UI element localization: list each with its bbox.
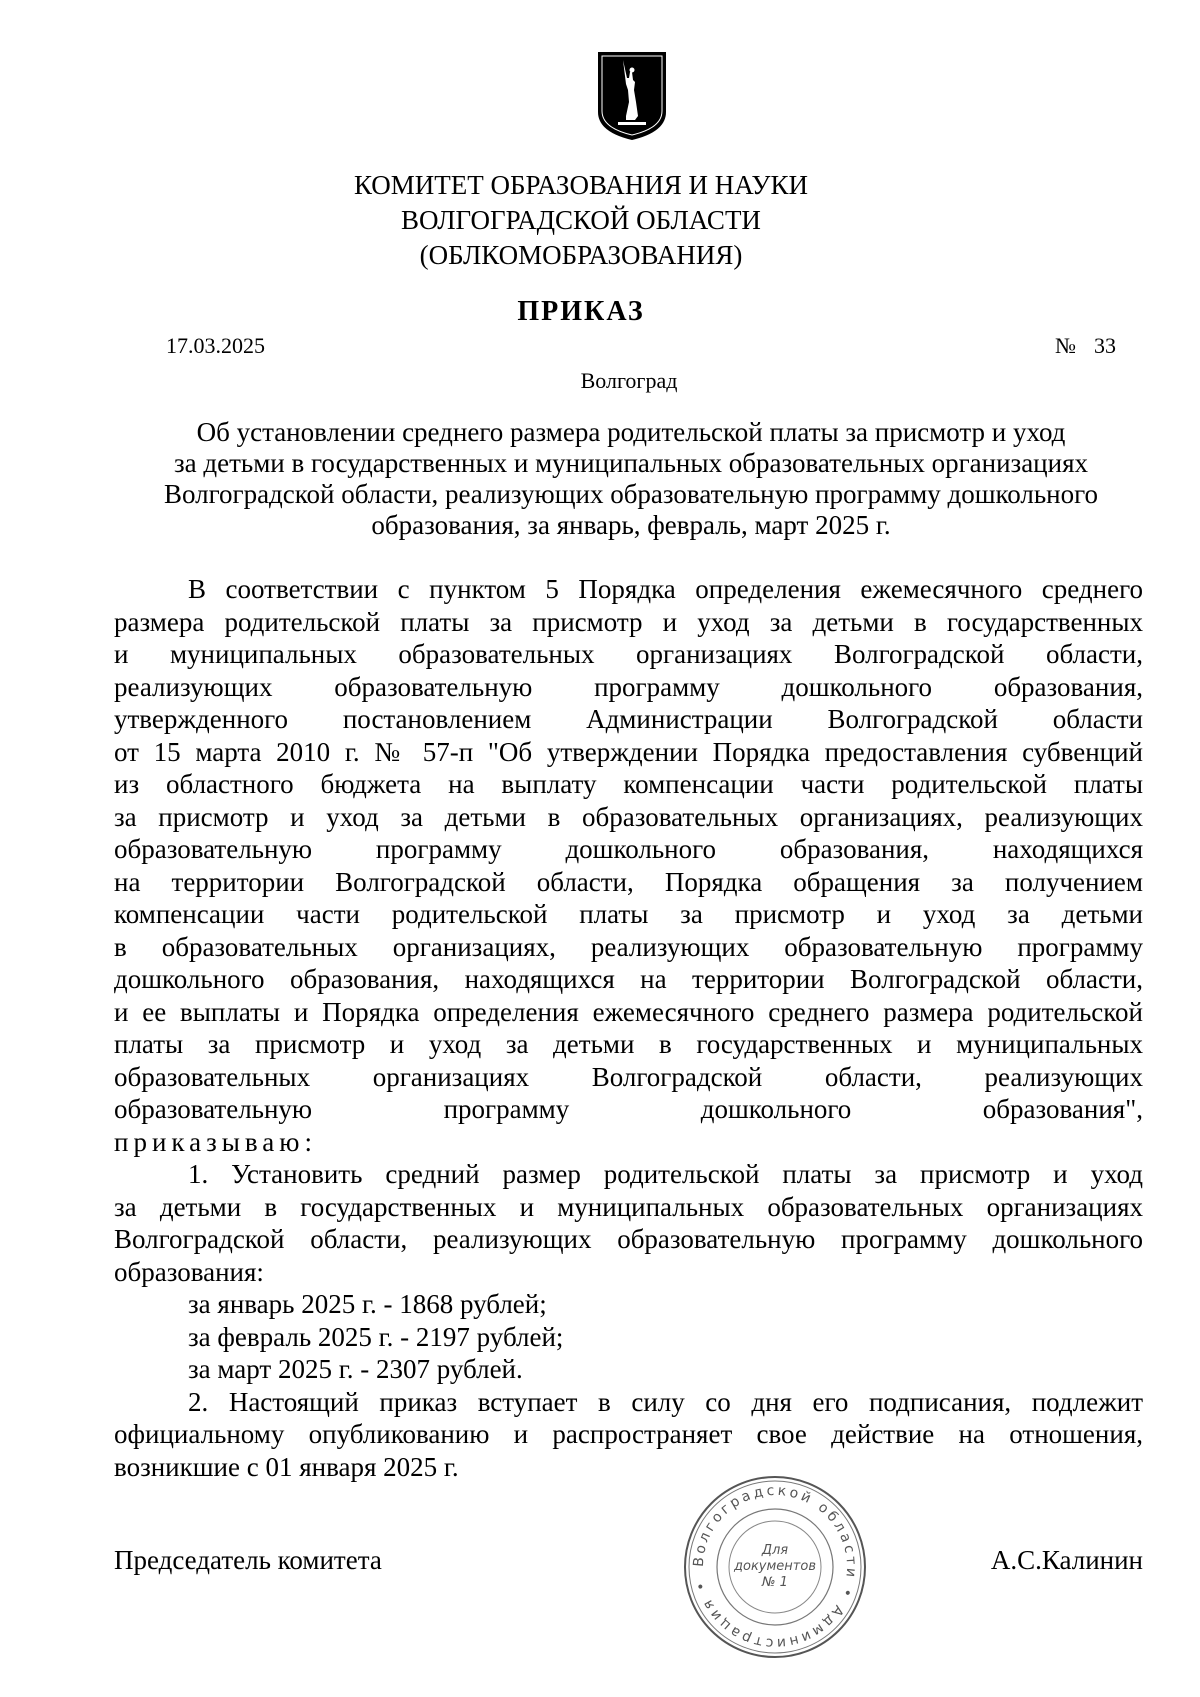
- document-city: Волгоград: [580, 368, 678, 393]
- seal-center-line-3: № 1: [762, 1575, 788, 1590]
- preamble-line: в образовательных организациях, реализующих образовательную программу: [114, 931, 1143, 962]
- seal-ring-text: Волгоградской области • Администрация •: [690, 1482, 860, 1652]
- preamble-line: платы за присмотр и уход за детьми в государственных и муниципальных: [114, 1029, 1143, 1059]
- amount-january: за январь 2025 г. - 1868 рублей;: [188, 1289, 547, 1319]
- seal-center-line-1: Для: [761, 1543, 789, 1558]
- signer-position: Председатель комитета: [114, 1545, 382, 1575]
- title-line: Волгоградской области, реализующих образовательную программу дошкольного: [163, 479, 1099, 509]
- preamble-line: от 15 марта 2010 г. № 57-п "Об утверждении Порядка предоставления субвенций: [114, 736, 1143, 767]
- org-name-line-3: (ОБЛКОМОБРАЗОВАНИЯ): [419, 240, 743, 270]
- preamble-line: размера родительской платы за присмотр и уход за детьми в государственных: [114, 606, 1143, 637]
- order-word: приказываю:: [114, 1126, 317, 1157]
- number-sign: №: [1055, 333, 1076, 358]
- item-1-line: образования:: [114, 1256, 264, 1287]
- number-value: 33: [1094, 333, 1116, 358]
- preamble-line: образовательную программу дошкольного образования, находящихся: [114, 834, 1143, 864]
- preamble-line: реализующих образовательную программу дошкольного образования,: [114, 671, 1143, 702]
- preamble-line: В соответствии с пунктом 5 Порядка определения ежемесячного среднего: [188, 574, 1143, 604]
- signer-name: А.С.Калинин: [990, 1545, 1143, 1575]
- document-body: [114, 573, 1143, 1483]
- item-2-line: 2. Настоящий приказ вступает в силу со дня его подписания, подлежит: [188, 1386, 1143, 1417]
- organization-header: [0, 168, 1162, 273]
- seal-center-line-2: документов: [734, 1559, 816, 1574]
- title-line: за детьми в государственных и муниципальных образовательных организациях: [173, 448, 1088, 478]
- title-line: образования, за январь, февраль, март 2025 г.: [371, 510, 891, 540]
- org-name-line-1: КОМИТЕТ ОБРАЗОВАНИЯ И НАУКИ: [353, 170, 809, 200]
- document-title: [120, 417, 1142, 541]
- org-name-line-2: ВОЛГОГРАДСКОЙ ОБЛАСТИ: [401, 205, 761, 235]
- amount-march: за март 2025 г. - 2307 рублей.: [188, 1354, 523, 1384]
- amount-february: за февраль 2025 г. - 2197 рублей;: [188, 1321, 564, 1352]
- preamble-line: образовательную программу дошкольного образования",: [114, 1094, 1143, 1124]
- document-number: [1055, 333, 1116, 359]
- title-line: Об установлении среднего размера родительской платы за присмотр и уход: [196, 417, 1066, 447]
- preamble-line: дошкольного образования, находящихся на территории Волгоградской области,: [114, 964, 1143, 994]
- preamble-line: за присмотр и уход за детьми в образовательных организациях, реализующих: [114, 801, 1143, 832]
- item-1-line: Волгоградской области, реализующих образовательную программу дошкольного: [114, 1224, 1143, 1254]
- preamble-line: на территории Волгоградской области, Порядка обращения за получением: [114, 866, 1143, 897]
- preamble-line: компенсации части родительской платы за присмотр и уход за детьми: [114, 899, 1143, 929]
- preamble-line: образовательных организациях Волгоградской области, реализующих: [114, 1061, 1143, 1092]
- document-date: 17.03.2025: [166, 333, 265, 358]
- item-1-line: за детьми в государственных и муниципальных образовательных организациях: [114, 1191, 1143, 1222]
- preamble-line: из областного бюджета на выплату компенсации части родительской платы: [114, 769, 1143, 799]
- coat-of-arms-icon: [596, 50, 668, 142]
- preamble-line: и ее выплаты и Порядка определения ежемесячного среднего размера родительской: [114, 996, 1143, 1027]
- document-type: ПРИКАЗ: [517, 296, 645, 327]
- preamble-line: утвержденного постановлением Администрации Волгоградской области: [114, 704, 1143, 734]
- item-2-line: официальному опубликованию и распространяет свое действие на отношения,: [114, 1419, 1143, 1449]
- official-seal-icon: [680, 1472, 870, 1662]
- item-1-line: 1. Установить средний размер родительской платы за присмотр и уход: [188, 1159, 1143, 1189]
- preamble-line: и муниципальных образовательных организациях Волгоградской области,: [114, 639, 1143, 669]
- item-2-line: возникшие с 01 января 2025 г.: [114, 1451, 459, 1482]
